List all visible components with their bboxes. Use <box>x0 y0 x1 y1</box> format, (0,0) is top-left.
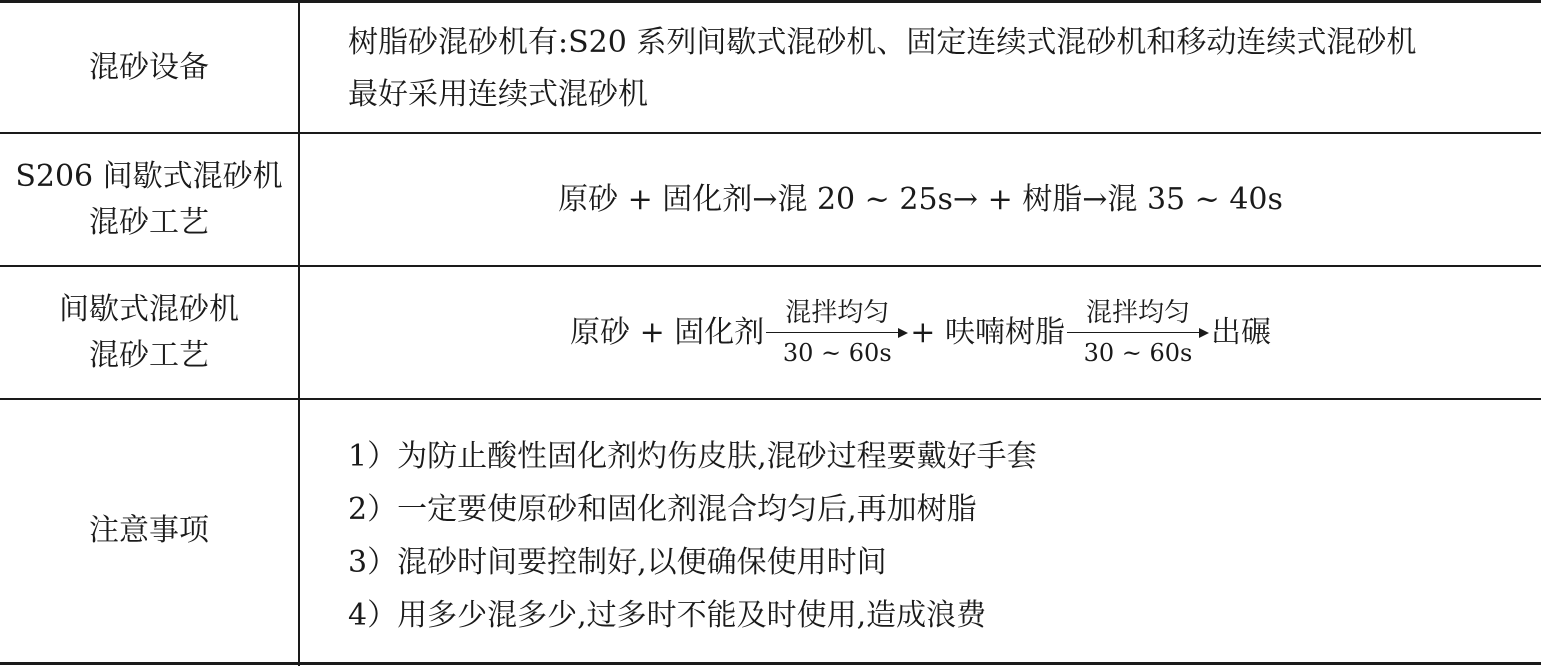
row-content <box>300 134 1541 265</box>
arrow-top-label: 混拌均匀 <box>1085 297 1190 328</box>
row-label-text: 间歇式混砂机 <box>59 291 239 327</box>
row-label <box>0 134 298 265</box>
flow-arrow <box>1067 298 1209 368</box>
note-item: 4）用多少混多少,过多时不能及时使用,造成浪费 <box>348 598 987 633</box>
arrow-bottom-label: 30 ~ 60s <box>782 338 892 367</box>
content-line: 树脂砂混砂机有:S20 系列间歇式混砂机、固定连续式混砂机和移动连续式混砂机 <box>348 25 1417 60</box>
table-row-batch-process <box>0 267 1541 398</box>
flow-middle: + 呋喃树脂 <box>910 314 1065 350</box>
flow-arrow <box>766 298 908 368</box>
row-content <box>300 3 1541 132</box>
row-label-text: 注意事项 <box>89 513 209 548</box>
row-content <box>300 267 1541 398</box>
note-item: 1）为防止酸性固化剂灼伤皮肤,混砂过程要戴好手套 <box>348 439 1037 474</box>
row-label <box>0 400 298 662</box>
row-label-text: 混砂工艺 <box>89 204 209 240</box>
row-label-text: 混砂工艺 <box>89 337 209 373</box>
arrow-right-icon <box>766 328 908 338</box>
table-row-equipment <box>0 3 1541 132</box>
process-flow: 原砂 + 固化剂→混 20 ~ 25s→ + 树脂→混 35 ~ 40s <box>558 181 1283 217</box>
arrow-top-label: 混拌均匀 <box>785 297 890 328</box>
row-label-text: 混砂设备 <box>89 49 209 85</box>
row-label-text: S206 间歇式混砂机 <box>15 158 283 194</box>
row-content <box>300 400 1541 662</box>
arrow-bottom-label: 30 ~ 60s <box>1083 338 1193 367</box>
flow-start: 原砂 + 固化剂 <box>570 314 765 350</box>
content-line: 最好采用连续式混砂机 <box>348 77 648 112</box>
row-label <box>0 3 298 132</box>
row-label <box>0 267 298 398</box>
table-bottom-rule <box>0 662 1541 665</box>
note-item: 3）混砂时间要控制好,以便确保使用时间 <box>348 545 887 580</box>
note-item: 2）一定要使原砂和固化剂混合均匀后,再加树脂 <box>348 492 977 527</box>
table-row-s206-process <box>0 134 1541 265</box>
process-flow <box>570 298 1271 368</box>
arrow-right-icon <box>1067 328 1209 338</box>
flow-end: 出碾 <box>1210 314 1271 350</box>
table-row-notes <box>0 400 1541 662</box>
